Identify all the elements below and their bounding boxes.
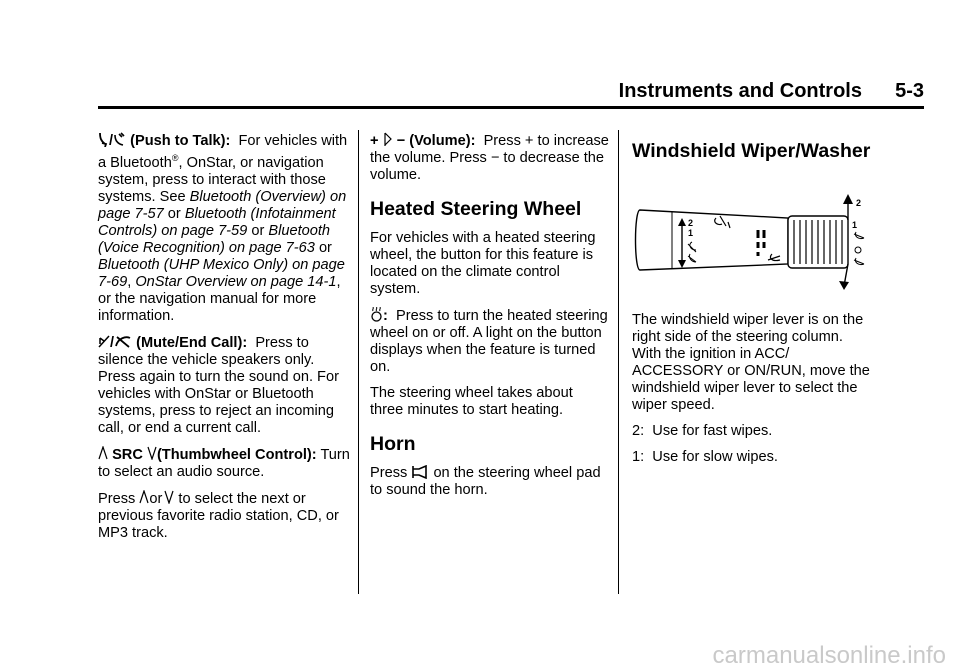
thumbwheel-paragraph [98, 446, 350, 481]
ptt-tail: , or the navigation manual for more information. [98, 273, 341, 324]
ptt-text-b: , OnStar, or navigation system, press to interact with those systems. See [98, 154, 326, 205]
column-2 [370, 132, 610, 508]
volume-paragraph [370, 132, 610, 184]
wiper-lever-paragraph: The windshield wiper lever is on the right side of the steering column. With the ignition in ACC/ ACCESSORY or ON/RUN, move the windshield wiper lever to select the wiper speed. [632, 312, 870, 413]
end-call-icon [114, 334, 132, 349]
header-rule [98, 106, 924, 109]
seek-up-icon [139, 490, 149, 504]
thumbwheel-down-icon [147, 446, 157, 460]
heated-steering-paragraph-3: The steering wheel takes about three minutes to start heating. [370, 385, 573, 418]
dial-off-symbol [855, 247, 861, 253]
phone-talk-icon [113, 132, 126, 147]
volume-plus: + [370, 133, 379, 149]
wiper-fast-paragraph [632, 423, 872, 440]
press-word: Press [98, 490, 136, 507]
ref-bluetooth-infotainment[interactable]: Bluetooth (Infotainment Controls) on page 7-59 [98, 205, 336, 239]
mute-icon [98, 334, 110, 349]
volume-label: (Volume): [409, 133, 476, 149]
heated-steering-paragraph-1: For vehicles with a heated steering wheel, the button for this feature is located on the climate control system. [370, 230, 596, 297]
heated-steering-heading: Heated Steering Wheel [370, 198, 582, 220]
windshield-wiper-heading: Windshield Wiper/Washer [632, 140, 871, 162]
thumbwheel-text: Turn to select an audio source. [98, 446, 350, 480]
dial-speed-1: 1 [852, 220, 858, 230]
mute-separator: / [110, 334, 115, 351]
horn-press-word: Press [370, 465, 408, 481]
wiper-symbol-dial-1 [854, 232, 864, 239]
wiper-slow-text: Use for slow wipes. [652, 449, 778, 465]
volume-icon [383, 132, 393, 147]
next-previous-text: to select the next or previous favorite radio station, CD, or MP3 track. [98, 490, 339, 541]
wiper-lever-body [636, 210, 789, 270]
volume-text: Press + to increase the volume. Press − to decrease the volume. [370, 133, 609, 183]
thumbwheel-label: (Thumbwheel Control): [156, 446, 317, 463]
next-previous-paragraph [98, 490, 350, 542]
thumbwheel-up-icon [98, 446, 108, 460]
wiper-slow-key: 1: [632, 449, 645, 465]
horn-icon [411, 465, 429, 479]
heated-steering-text: Press to turn the heated steering wheel on or off. A light on the button displays when the feature is turned on. [370, 308, 608, 375]
ptt-or-1: or [163, 205, 185, 222]
voice-talk-icon [98, 132, 109, 147]
heated-colon: : [383, 308, 388, 324]
ptt-or-2: or [247, 222, 269, 239]
ref-onstar-overview[interactable]: OnStar Overview on page 14-1 [135, 273, 337, 290]
volume-minus: − [396, 133, 406, 149]
heated-steering-paragraph-2 [370, 307, 610, 376]
ref-bluetooth-overview[interactable]: Bluetooth (Overview) on page 7-57 [98, 188, 347, 222]
registered-mark: ® [171, 153, 179, 163]
wiper-slow-paragraph [632, 449, 872, 466]
ref-bluetooth-voice[interactable]: Bluetooth (Voice Recognition) on page 7-63 [98, 222, 331, 256]
ptt-separator: / [109, 133, 114, 149]
horn-paragraph [370, 465, 610, 499]
column-3 [632, 132, 872, 475]
ref-bluetooth-uhp-mexico[interactable]: Bluetooth (UHP Mexico Only) on page 7-69 [98, 256, 345, 290]
wiper-symbol-dial-2 [854, 258, 864, 265]
lever-speed-2: 2 [688, 218, 694, 228]
ptt-comma: , [127, 273, 136, 290]
ptt-label: (Push to Talk): [130, 133, 231, 149]
page-header-title: Instruments and Controls [618, 80, 862, 102]
ptt-or-3: or [314, 239, 332, 256]
column-divider-right [618, 130, 619, 594]
mute-text: Press to silence the vehicle speakers only. Press again to turn the sound on. For vehicles with OnStar or Bluetooth systems, press to reject an incoming call, or end a current call. [98, 334, 339, 436]
wiper-fast-text: Use for fast wipes. [652, 423, 773, 439]
horn-text: on the steering wheel pad to sound the horn. [370, 465, 601, 498]
dial-speed-2: 2 [856, 198, 862, 208]
wiper-lever-diagram [632, 192, 866, 292]
thumbwheel-src: SRC [112, 446, 143, 463]
mute-paragraph [98, 334, 350, 437]
page-number: 5-3 [895, 80, 924, 102]
mute-label: (Mute/End Call): [136, 334, 248, 351]
horn-heading: Horn [370, 433, 416, 455]
or-word: or [149, 490, 163, 507]
ptt-text-a: For vehicles with a Bluetooth [98, 133, 348, 171]
column-divider-left [358, 130, 359, 594]
lever-speed-1: 1 [688, 228, 694, 238]
seek-down-icon [164, 490, 174, 504]
heated-steering-wheel-icon [370, 307, 383, 322]
push-to-talk-paragraph [98, 132, 350, 325]
wiper-fast-key: 2: [632, 423, 645, 439]
watermark: carmanualsonline.info [712, 642, 946, 669]
column-1 [98, 132, 350, 551]
